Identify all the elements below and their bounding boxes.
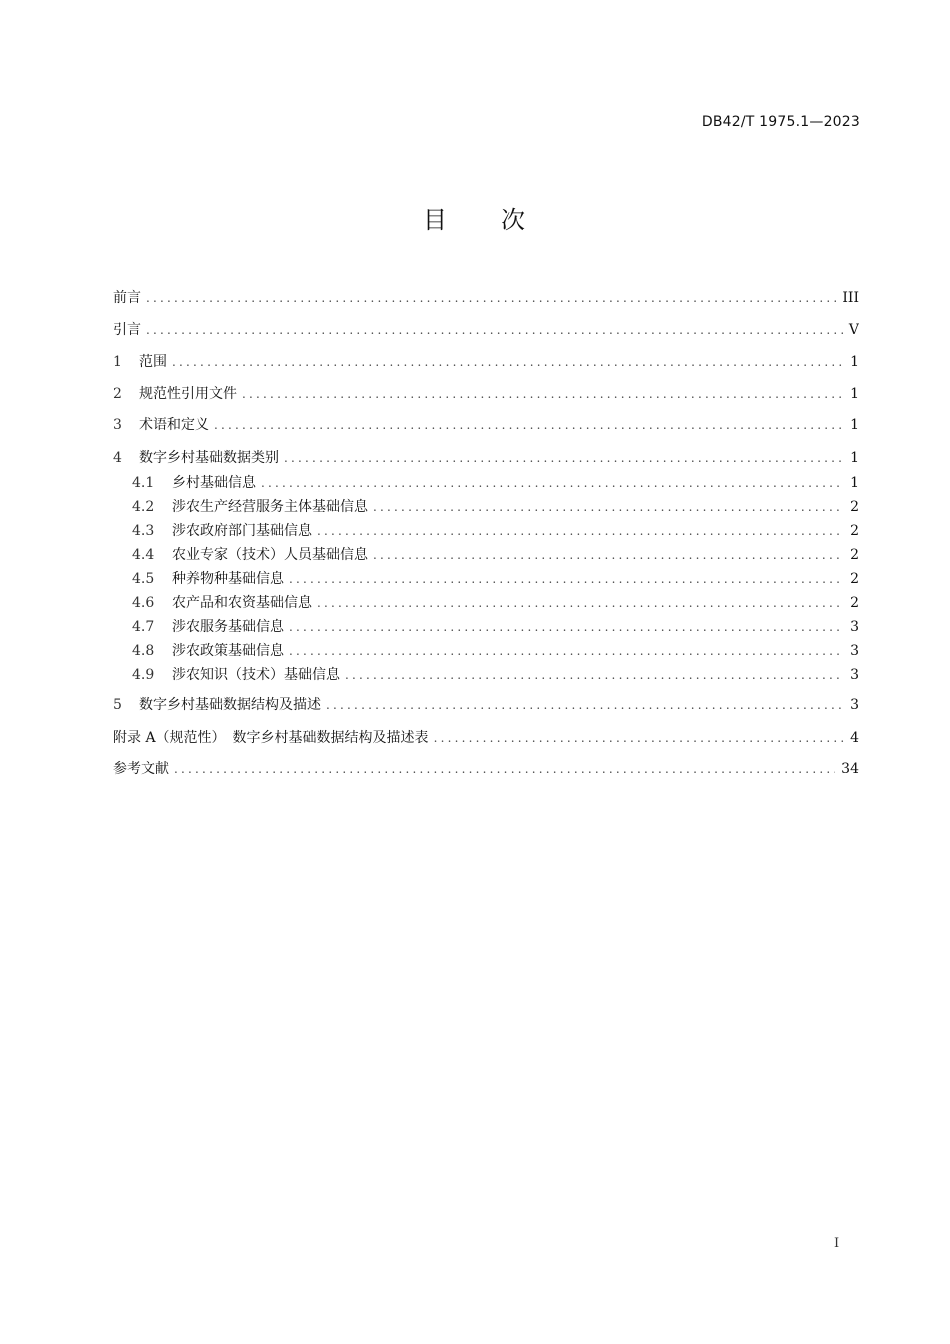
- toc-entry-page: 1: [850, 354, 859, 370]
- toc-dot-leader: [174, 762, 835, 776]
- toc-entry-title[interactable]: 涉农知识（技术）基础信息: [172, 667, 340, 683]
- page-title-char-2: 次: [501, 206, 527, 234]
- toc-entry-page: 1: [850, 475, 859, 491]
- toc-dot-leader: [261, 476, 844, 490]
- footer-page-number: I: [834, 1236, 840, 1251]
- toc-entry-page: III: [842, 290, 859, 306]
- toc-entry-number: 2: [113, 386, 122, 402]
- toc-entry-page: 1: [850, 386, 859, 402]
- toc-dot-leader: [434, 731, 845, 745]
- toc-entry-page: 34: [841, 761, 859, 777]
- toc-dot-leader: [284, 451, 844, 465]
- toc-entry-title[interactable]: 规范性引用文件: [139, 386, 237, 402]
- toc-entry[interactable]: [113, 414, 859, 434]
- toc-entry-title[interactable]: 涉农服务基础信息: [172, 619, 284, 635]
- toc-entry-title[interactable]: 乡村基础信息: [172, 475, 256, 491]
- toc-entry-number: 3: [113, 417, 122, 433]
- toc-entry[interactable]: [113, 664, 859, 684]
- toc-entry-number: 4.1: [132, 475, 155, 491]
- toc-entry-title[interactable]: 前言: [113, 290, 141, 306]
- toc-entry-number: 4.7: [132, 619, 155, 635]
- toc-dot-leader: [146, 291, 836, 305]
- toc-entry[interactable]: [113, 568, 859, 588]
- toc-entry-page: 1: [850, 450, 859, 466]
- toc-dot-leader: [172, 355, 844, 369]
- toc-entry-title[interactable]: 数字乡村基础数据类别: [139, 450, 279, 466]
- toc-entry-page: 3: [850, 619, 859, 635]
- toc-entry[interactable]: [113, 520, 859, 540]
- toc-entry[interactable]: [113, 496, 859, 516]
- toc-entry[interactable]: [113, 640, 859, 660]
- standard-code: DB42/T 1975.1—2023: [701, 114, 860, 130]
- toc-entry-title[interactable]: 数字乡村基础数据结构及描述: [139, 697, 321, 713]
- toc-entry-number: 5: [113, 697, 122, 713]
- toc-entry-number: 4: [113, 450, 122, 466]
- toc-entry-number: 1: [113, 354, 122, 370]
- toc-entry-number: 4.2: [132, 499, 155, 515]
- toc-entry[interactable]: [113, 319, 859, 339]
- toc-entry-page: 3: [850, 643, 859, 659]
- toc-entry-title[interactable]: 农产品和农资基础信息: [172, 595, 312, 611]
- toc-entry-number: 4.5: [132, 571, 155, 587]
- toc-dot-leader: [317, 524, 844, 538]
- toc-entry[interactable]: [113, 447, 859, 467]
- toc-entry-number: 4.6: [132, 595, 155, 611]
- toc-entry[interactable]: [113, 616, 859, 636]
- toc-entry-title[interactable]: 种养物种基础信息: [172, 571, 284, 587]
- toc-entry-number: 4.4: [132, 547, 155, 563]
- toc-dot-leader: [289, 620, 844, 634]
- toc-entry-title[interactable]: 涉农政府部门基础信息: [172, 523, 312, 539]
- toc-entry-title[interactable]: 涉农政策基础信息: [172, 643, 284, 659]
- toc-entry[interactable]: [113, 592, 859, 612]
- toc-entry-page: 2: [850, 571, 859, 587]
- toc-dot-leader: [373, 548, 844, 562]
- toc-entry-number: 4.8: [132, 643, 155, 659]
- toc-entry[interactable]: [113, 383, 859, 403]
- toc-dot-leader: [373, 500, 844, 514]
- toc-entry[interactable]: [113, 727, 859, 747]
- toc-entry-number: 4.9: [132, 667, 155, 683]
- toc-entry[interactable]: [113, 544, 859, 564]
- toc-entry-page: 4: [850, 730, 859, 746]
- toc-dot-leader: [146, 323, 843, 337]
- toc-dot-leader: [317, 596, 844, 610]
- toc-dot-leader: [326, 698, 844, 712]
- toc-dot-leader: [242, 387, 844, 401]
- toc-entry-page: 2: [850, 595, 859, 611]
- toc-entry-title[interactable]: 附录 A（规范性） 数字乡村基础数据结构及描述表: [113, 730, 429, 746]
- toc-entry-page: 2: [850, 547, 859, 563]
- page-title-char-1: 目: [423, 206, 449, 234]
- toc-entry[interactable]: [113, 694, 859, 714]
- toc-entry-page: V: [848, 322, 859, 338]
- toc-entry-page: 1: [850, 417, 859, 433]
- toc-entry[interactable]: [113, 351, 859, 371]
- toc-entry-page: 3: [850, 697, 859, 713]
- toc-dot-leader: [289, 572, 844, 586]
- toc-dot-leader: [289, 644, 844, 658]
- toc-entry-title[interactable]: 范围: [139, 354, 167, 370]
- toc-entry-page: 3: [850, 667, 859, 683]
- toc-entry-page: 2: [850, 523, 859, 539]
- toc-entry-page: 2: [850, 499, 859, 515]
- toc-dot-leader: [214, 418, 844, 432]
- toc-entry-title[interactable]: 涉农生产经营服务主体基础信息: [172, 499, 368, 515]
- page-title: [0, 200, 950, 235]
- toc-entry-number: 4.3: [132, 523, 155, 539]
- toc-entry[interactable]: [113, 287, 859, 307]
- toc-entry[interactable]: [113, 472, 859, 492]
- toc-entry-title[interactable]: 农业专家（技术）人员基础信息: [172, 547, 368, 563]
- toc-entry[interactable]: [113, 758, 859, 778]
- toc-entry-title[interactable]: 参考文献: [113, 761, 169, 777]
- toc-entry-title[interactable]: 引言: [113, 322, 141, 338]
- toc-entry-title[interactable]: 术语和定义: [139, 417, 209, 433]
- toc-dot-leader: [345, 668, 844, 682]
